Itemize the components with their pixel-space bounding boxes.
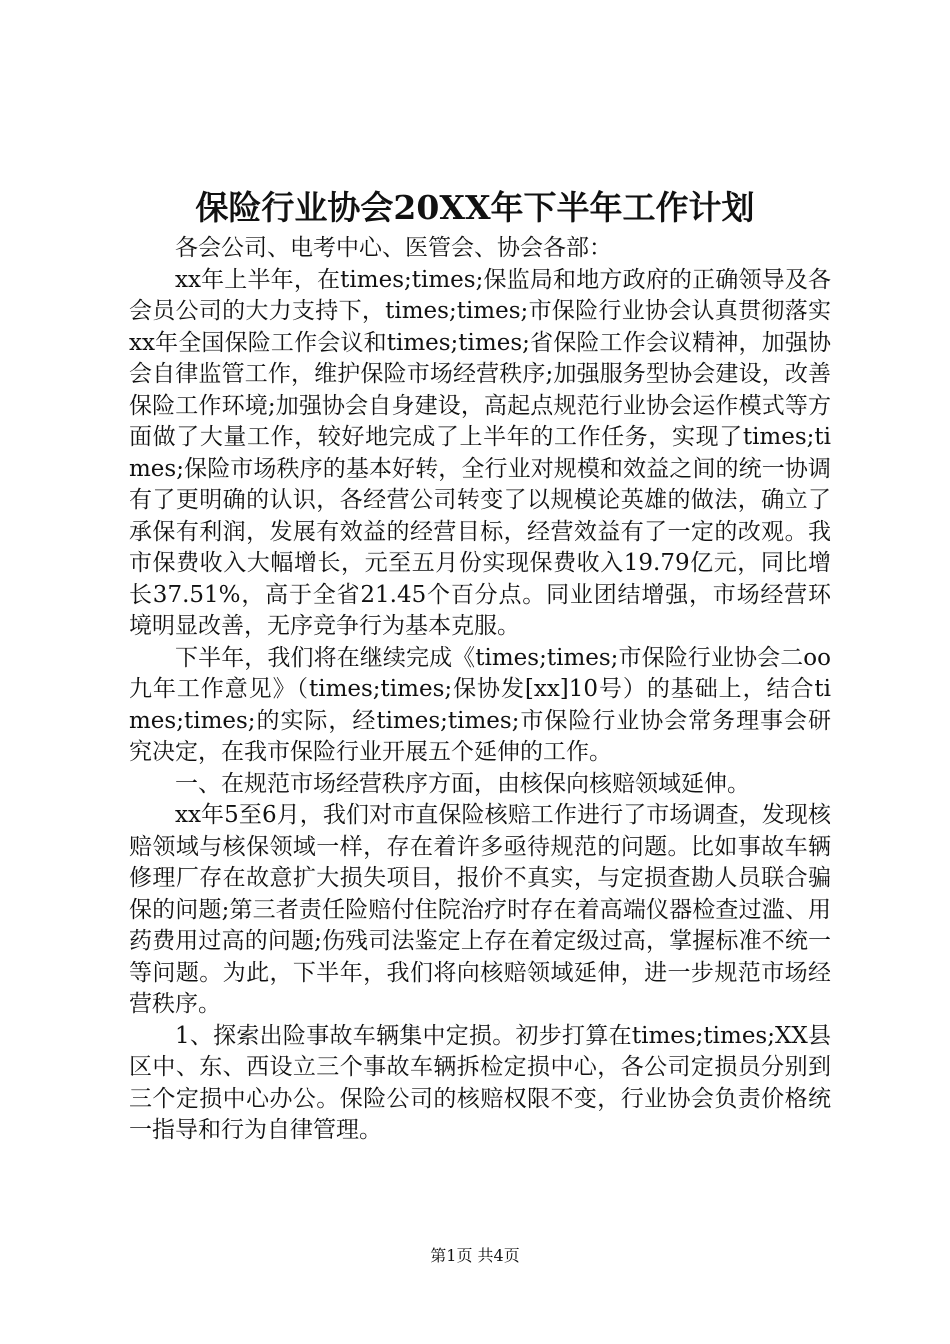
second-half-intro-paragraph: 下半年，我们将在继续完成《times;times;市保险行业协会二oo九年工作意见》（times;times;保协发[xx]10号）的基础上，结合times;times;的实际，经times;times;市保险行业协会常务理事会研究决定，在我市保险行业开展五个延伸的工作。	[129, 644, 831, 765]
item-one-paragraph: 1、探索出险事故车辆集中定损。初步打算在times;times;XX县区中、东、西设立三个事故车辆拆检定损中心，各公司定损员分别到三个定损中心办公。保险公司的核赔权限不变，行业协会负责价格统一指导和行为自律管理。	[129, 1022, 831, 1143]
document-body	[129, 233, 831, 1147]
first-half-summary-paragraph: xx年上半年，在times;times;保监局和地方政府的正确领导及各会员公司的大力支持下，times;times;市保险行业协会认真贯彻落实xx年全国保险工作会议和times;times;省保险工作会议精神，加强协会自律监管工作，维护保险市场经营秩序;加强服务型协会建设，改善保险工作环境;加强协会自身建设，高起点规范行业协会运作模式等方面做了大量工作，较好地完成了上半年的工作任务，实现了times;times;保险市场秩序的基本好转，全行业对规模和效益之间的统一协调有了更明确的认识，各经营公司转变了以规模论英雄的做法，确立了承保有利润，发展有效益的经营目标，经营效益有了一定的改观。我市保费收入大幅增长，元至五月份实现保费收入19.79亿元，同比增长37.51%，高于全省21.45个百分点。同业团结增强，市场经营环境明显改善，无序竞争行为基本克服。	[129, 266, 831, 639]
salutation-paragraph: 各会公司、电考中心、医管会、协会各部：	[175, 235, 612, 261]
section-one-heading: 一、在规范市场经营秩序方面，由核保向核赔领域延伸。	[175, 770, 750, 797]
document-title: 保险行业协会20XX年下半年工作计划	[195, 188, 755, 227]
page-footer: 第1页 共4页	[430, 1246, 520, 1265]
market-survey-paragraph: xx年5至6月，我们对市直保险核赔工作进行了市场调查，发现核赔领域与核保领域一样，存在着许多亟待规范的问题。比如事故车辆修理厂存在故意扩大损失项目，报价不真实，与定损查勘人员联合骗保的问题;第三者责任险赔付住院治疗时存在着高端仪器检查过滥、用药费用过高的问题;伤残司法鉴定上存在着定级过高，掌握标准不统一等问题。为此，下半年，我们将向核赔领域延伸，进一步规范市场经营秩序。	[129, 802, 831, 1017]
